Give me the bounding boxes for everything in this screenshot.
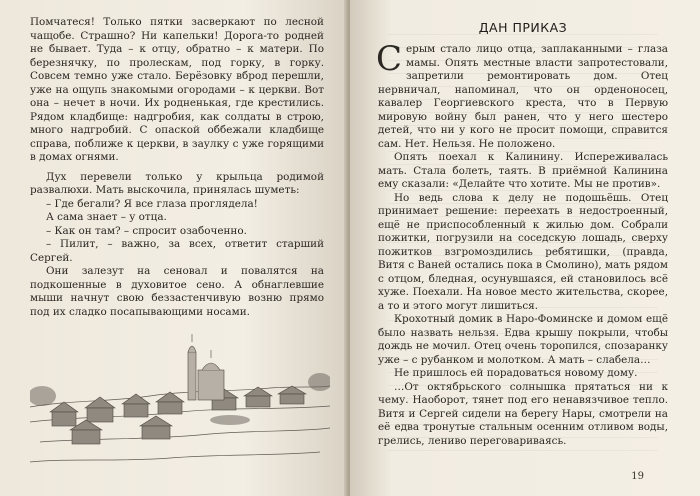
right-paragraph-6: …От октябрьского солнышка прятаться ни к чему. Наоборот, тянет под его ненавязчивое тепло. Витя и Сергей сидели на берегу Нары, смотрели на её едва тронутые стальным осенним отливом воды, грелись, лениво переговариваясь. <box>378 380 668 447</box>
right-paragraph-1-text: ерым стало лицо отца, заплаканными – глаза мамы. Опять местные власти запротестовали, запретили ремонтировать дом. Отец нервничал, напоминал, что он орденоносец, кавалер Георгиевского креста, что в Первую мировую войну был ранен, что у него шестеро детей, что ни у кого не просит помощи, справится сам. Нет. Нельзя. Не положено. <box>378 43 668 150</box>
right-paragraph-1 <box>376 39 668 151</box>
right-page <box>350 0 700 496</box>
left-dialogue-4: – Пилит, – важно, за всех, ответит старший Сергей. <box>30 238 324 264</box>
right-paragraph-3: Но ведь слова к делу не подошьёшь. Отец принимает решение: переехать в недостроенный, ещё не приспособленный к жилью дом. Собрали пожитки, погрузили на соседскую лошадь, сверху пожитков взгромоздились ребятишки, (правда, Витя с Ваней остались пока в Смолино), мать рядом с отцом, бледная, осунувшаяся, ей становилось всё хуже. Поехали. На новое место жительства, скорее, а то и этого могут лишиться. <box>378 191 668 312</box>
drop-cap: С <box>376 39 403 79</box>
left-page <box>0 0 348 496</box>
left-paragraph-last: Они залезут на сеновал и повалятся на подкошенные в духовитое сено. А обнаглевшие мыши начнут свою беззастенчивую возню прямо под их сладко посапывающими носами. <box>30 265 324 318</box>
left-dialogue-3: – Как он там? – спросит озабоченно. <box>46 224 247 237</box>
page-number: 19 <box>631 471 644 482</box>
right-paragraph-5: Не пришлось ей порадоваться новому дому. <box>394 367 638 379</box>
right-paragraph-4: Крохотный домик в Наро-Фоминске и домом ещё было назвать нельзя. Едва крышу покрыли, чтобы дождь не мочил. Отец очень торопился, спозаранку уже – с рубанком и молотком. А мать – слабела… <box>378 313 668 366</box>
right-paragraph-2: Опять поехал к Калинину. Испереживалась мать. Стала болеть, таять. В приёмной Калинина ему сказали: «Делайте что хотите. Мы не против». <box>378 151 668 190</box>
chapter-heading: ДАН ПРИКАЗ <box>478 20 568 35</box>
left-paragraph-1: Помчатеся! Только пятки засверкают по лесной чащобе. Страшно? Ни капельки! Дорога-то родней не бывает. Туда – к отцу, обратно – к матери. По березнячку, по пролескам, под горку, в горку. Совсем темно уже стало. Берёзовку вброд перешли, уже на ощупь знакомыми огородами – к церкви. Вот она – нечет в ночи. Их родненькая, где крестились. Рядом кладбище: надгробия, как солдаты в строю, много надгробий. С опаской оббежали кладбище справа, поближе к церкви, в заулку с уже горящими в домах огнями. <box>30 16 324 163</box>
left-paragraph-2: Дух перевели только у крыльца родимой развалюхи. Мать выскочила, принялась шуметь: <box>30 170 324 196</box>
left-dialogue-1: – Где бегали? Я все глаза проглядела! <box>46 197 258 210</box>
left-dialogue-2: А сама знает – у отца. <box>46 211 167 223</box>
village-illustration <box>30 312 330 472</box>
